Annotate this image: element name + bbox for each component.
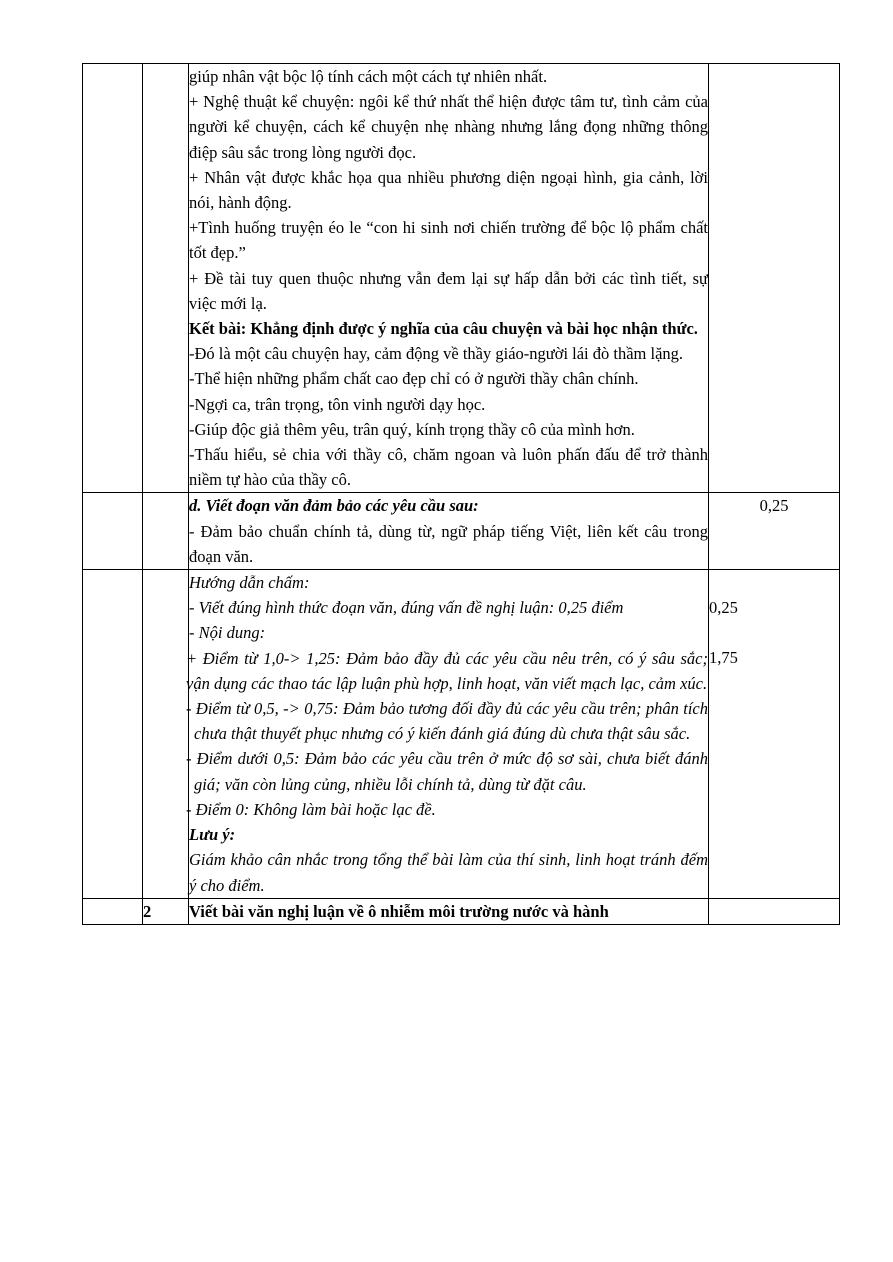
paragraph: - Đảm bảo chuẩn chính tả, dùng từ, ngữ pháp tiếng Việt, liên kết câu trong đoạn văn.: [189, 521, 708, 566]
table-row: [83, 570, 840, 899]
cell-empty: [143, 64, 189, 493]
paragraph: - Điểm 0: Không làm bài hoặc lạc đề.: [186, 799, 436, 819]
score-value: 0,25: [709, 598, 738, 618]
cell-empty: [83, 570, 143, 899]
table-row: [83, 898, 840, 924]
paragraph: + Đề tài tuy quen thuộc nhưng vẫn đem lại sự hấp dẫn bởi các tình tiết, sự việc mới lạ.: [189, 268, 708, 313]
paragraph: giúp nhân vật bộc lộ tính cách một cách tự nhiên nhất.: [189, 67, 548, 86]
guide-cell: [186, 570, 709, 899]
paragraph: - Điểm từ 0,5, -> 0,75: Đảm bảo tương đối đầy đủ các yêu cầu trên; phân tích chưa thật thuyết phục nhưng có ý kiến đánh giá đúng dù chưa thật sâu sắc.: [186, 699, 708, 744]
table-row: [83, 64, 840, 493]
paragraph: -Giúp độc giả thêm yêu, trân quý, kính trọng thầy cô của mình hơn.: [189, 419, 635, 439]
paragraph: -Ngợi ca, trân trọng, tôn vinh người dạy học.: [189, 394, 486, 414]
paragraph: Giám khảo cân nhắc trong tổng thể bài làm của thí sinh, linh hoạt tránh đếm ý cho điểm.: [189, 850, 708, 895]
cell-empty: [143, 493, 189, 570]
paragraph: -Đó là một câu chuyện hay, cảm động về thầy giáo-người lái đò thầm lặng.: [189, 344, 684, 364]
paragraph: + Điểm từ 1,0-> 1,25: Đảm bảo đầy đủ các yêu cầu nêu trên, có ý sâu sắc; vận dụng các thao tác lập luận phù hợp, linh hoạt, văn viết mạch lạc, cảm xúc.: [186, 648, 708, 693]
score-value: 1,75: [709, 648, 738, 668]
grading-table: [82, 63, 840, 925]
question-number: 2: [143, 898, 189, 924]
table-row: [83, 493, 840, 570]
cell-empty: [83, 64, 143, 493]
paragraph: + Nhân vật được khắc họa qua nhiều phương diện ngoại hình, gia cảnh, lời nói, hành động.: [189, 167, 708, 213]
cell-empty: [143, 570, 189, 899]
cell-empty: [709, 898, 840, 924]
paragraph: -Thể hiện những phẩm chất cao đẹp chỉ có ở người thầy chân chính.: [189, 369, 639, 389]
paragraph: +Tình huống truyện éo le “con hi sinh nơi chiến trường để bộc lộ phẩm chất tốt đẹp.”: [189, 218, 708, 263]
score-cell: [709, 570, 840, 899]
score-cell: 0,25: [709, 493, 840, 570]
cell-empty: [83, 493, 143, 570]
requirement-cell: [189, 493, 709, 570]
paragraph: - Viết đúng hình thức đoạn văn, đúng vấn đề nghị luận: 0,25 điểm: [189, 598, 624, 618]
cell-empty: [709, 64, 840, 493]
question-text: Viết bài văn nghị luận về ô nhiễm môi trường nước và hành: [189, 898, 709, 924]
paragraph: - Nội dung:: [189, 623, 266, 643]
paragraph: - Điểm dưới 0,5: Đảm bảo các yêu cầu trên ở mức độ sơ sài, chưa biết đánh giá; văn còn lủng củng, nhiều lỗi chính tả, dùng từ đặt câu.: [186, 749, 708, 794]
paragraph: -Thấu hiểu, sẻ chia với thầy cô, chăm ngoan và luôn phấn đấu để trở thành niềm tự hào của thầy cô.: [189, 445, 708, 490]
note-title: Lưu ý:: [189, 825, 236, 845]
guide-title: Hướng dẫn chấm:: [189, 573, 310, 593]
requirement-heading: d. Viết đoạn văn đảm bảo các yêu cầu sau:: [189, 496, 479, 516]
paragraph: + Nghệ thuật kể chuyện: ngôi kể thứ nhất thể hiện được tâm tư, tình cảm của người kể chuyện, cách kể chuyện nhẹ nhàng nhưng lắng đọng những thông điệp sâu sắc trong lòng người đọc.: [189, 92, 708, 162]
answer-cell: [189, 64, 709, 493]
ket-bai-heading: Kết bài: Khẳng định được ý nghĩa của câu chuyện và bài học nhận thức.: [189, 319, 698, 339]
cell-empty: [83, 898, 143, 924]
